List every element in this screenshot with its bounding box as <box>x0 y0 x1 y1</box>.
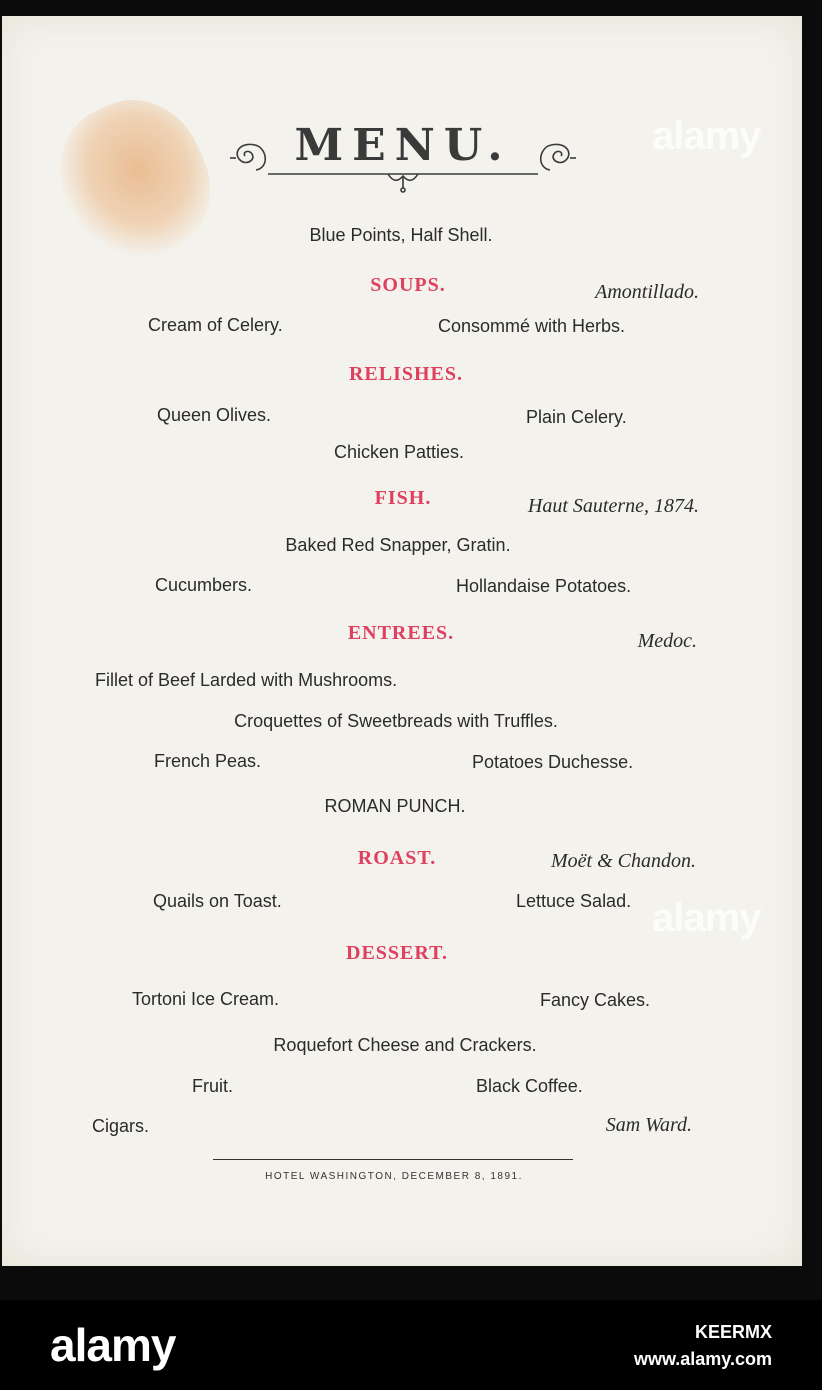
image-code: KEERMX <box>694 1322 772 1342</box>
menu-item-cigars: Cigars. <box>92 1116 150 1136</box>
section-heading-soups: SOUPS. <box>370 274 446 296</box>
menu-item: Cream of Celery. <box>148 315 283 335</box>
menu-item: Roquefort Cheese and Crackers. <box>273 1035 537 1055</box>
menu-item: Potatoes Duchesse. <box>472 752 634 772</box>
watermark-logo: alamy <box>50 1319 176 1371</box>
watermark: alamy <box>652 114 761 158</box>
menu-item: Chicken Patties. <box>333 442 465 462</box>
opening-course: Blue Points, Half Shell. <box>309 225 493 245</box>
scalloped-edge <box>2 1262 802 1266</box>
menu-item: Fancy Cakes. <box>540 990 651 1010</box>
section-heading-roast: ROAST. <box>357 847 437 869</box>
footer-text: HOTEL WASHINGTON, DECEMBER 8, 1891. <box>265 1171 523 1182</box>
section-heading-dessert: DESSERT. <box>346 942 448 964</box>
wine-pairing-entrees: Medoc. <box>637 630 697 652</box>
menu-item: Croquettes of Sweetbreads with Truffles. <box>234 711 558 731</box>
menu-item: Plain Celery. <box>526 407 627 427</box>
scalloped-edge <box>798 16 802 1266</box>
intermezzo: ROMAN PUNCH. <box>324 796 466 816</box>
menu-item: Quails on Toast. <box>153 891 282 911</box>
watermark-id <box>634 1322 772 1370</box>
wine-pairing-fish: Haut Sauterne, 1874. <box>527 495 699 517</box>
menu-item: French Peas. <box>154 751 262 771</box>
menu-item: Fillet of Beef Larded with Mushrooms. <box>95 670 398 690</box>
menu-item: Hollandaise Potatoes. <box>456 576 632 596</box>
menu-card <box>2 16 802 1266</box>
menu-item: Cucumbers. <box>155 575 253 595</box>
menu-item: Queen Olives. <box>157 405 272 425</box>
menu-item: Tortoni Ice Cream. <box>132 989 280 1009</box>
section-heading-relishes: RELISHES. <box>348 363 464 385</box>
wine-pairing-roast: Moët & Chandon. <box>551 850 696 872</box>
menu-item: Consommé with Herbs. <box>438 316 626 336</box>
menu-item: Black Coffee. <box>476 1076 583 1096</box>
menu-item: Fruit. <box>192 1076 234 1096</box>
section-heading-entrees: ENTREES. <box>347 622 455 644</box>
footer-rule <box>213 1159 573 1160</box>
menu-item: Lettuce Salad. <box>516 891 632 911</box>
menu-title: MENU. <box>294 120 512 171</box>
wine-pairing-final: Sam Ward. <box>605 1114 692 1136</box>
menu-item: Baked Red Snapper, Gratin. <box>285 535 511 555</box>
paper-stain <box>37 78 232 281</box>
watermark-site: www.alamy.com <box>633 1349 772 1369</box>
watermark: alamy <box>652 896 761 940</box>
section-heading-fish: FISH. <box>374 487 432 509</box>
wine-pairing-soups: Amontillado. <box>595 281 699 303</box>
